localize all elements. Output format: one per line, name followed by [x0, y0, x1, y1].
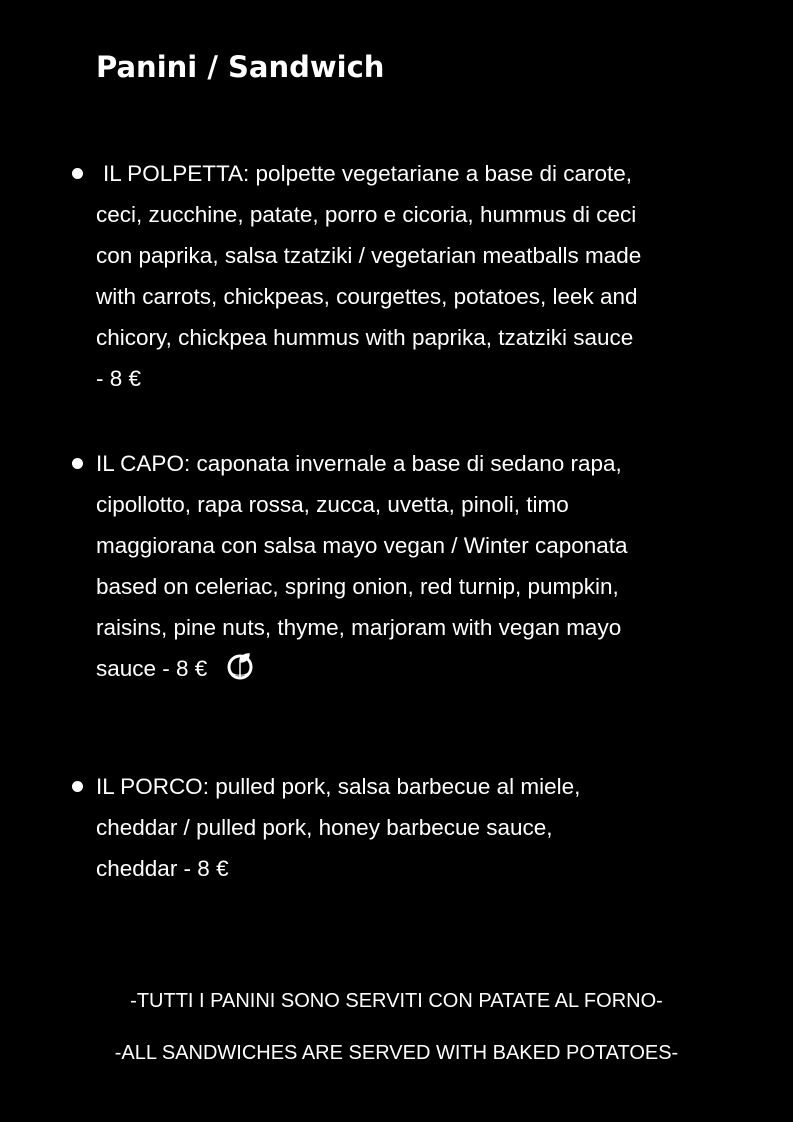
- page-title: Panini / Sandwich: [96, 50, 385, 84]
- item-line: raisins, pine nuts, thyme, marjoram with vegan mayo: [96, 615, 622, 640]
- bullet-point: [72, 168, 83, 179]
- item-price: cheddar - 8 €: [96, 856, 229, 881]
- item-line: ceci, zucchine, patate, porro e cicoria, hummus di ceci: [96, 202, 637, 227]
- item-price-line: [96, 648, 756, 689]
- item-line: based on celeriac, spring onion, red turnip, pumpkin,: [96, 574, 619, 599]
- item-price: sauce - 8 €: [96, 656, 208, 681]
- item-line: maggiorana con salsa mayo vegan / Winter caponata: [96, 533, 628, 558]
- item-line: con paprika, salsa tzatziki / vegetarian meatballs made: [96, 243, 642, 268]
- item-price: - 8 €: [96, 366, 142, 391]
- menu-item-polpetta: [96, 153, 756, 399]
- footer-note-english: -ALL SANDWICHES ARE SERVED WITH BAKED POTATOES-: [114, 1042, 679, 1064]
- item-line: IL CAPO: caponata invernale a base di sedano rapa,: [96, 451, 622, 476]
- item-line: with carrots, chickpeas, courgettes, potatoes, leek and: [96, 284, 638, 309]
- item-line: chicory, chickpea hummus with paprika, tzatziki sauce: [96, 325, 634, 350]
- menu-item-porco: [96, 766, 756, 889]
- item-line: IL PORCO: pulled pork, salsa barbecue al miele,: [96, 774, 581, 799]
- menu-item-capo: [96, 443, 756, 689]
- bullet-point: [72, 781, 83, 792]
- bullet-point: [72, 458, 83, 469]
- item-line: cheddar / pulled pork, honey barbecue sauce,: [96, 815, 553, 840]
- item-line: cipollotto, rapa rossa, zucca, uvetta, pinoli, timo: [96, 492, 569, 517]
- item-line: IL POLPETTA: polpette vegetariane a base di carote,: [103, 161, 633, 186]
- footer-note-italian: -TUTTI I PANINI SONO SERVITI CON PATATE AL FORNO-: [130, 990, 663, 1012]
- vegan-leaf-icon: [225, 651, 255, 681]
